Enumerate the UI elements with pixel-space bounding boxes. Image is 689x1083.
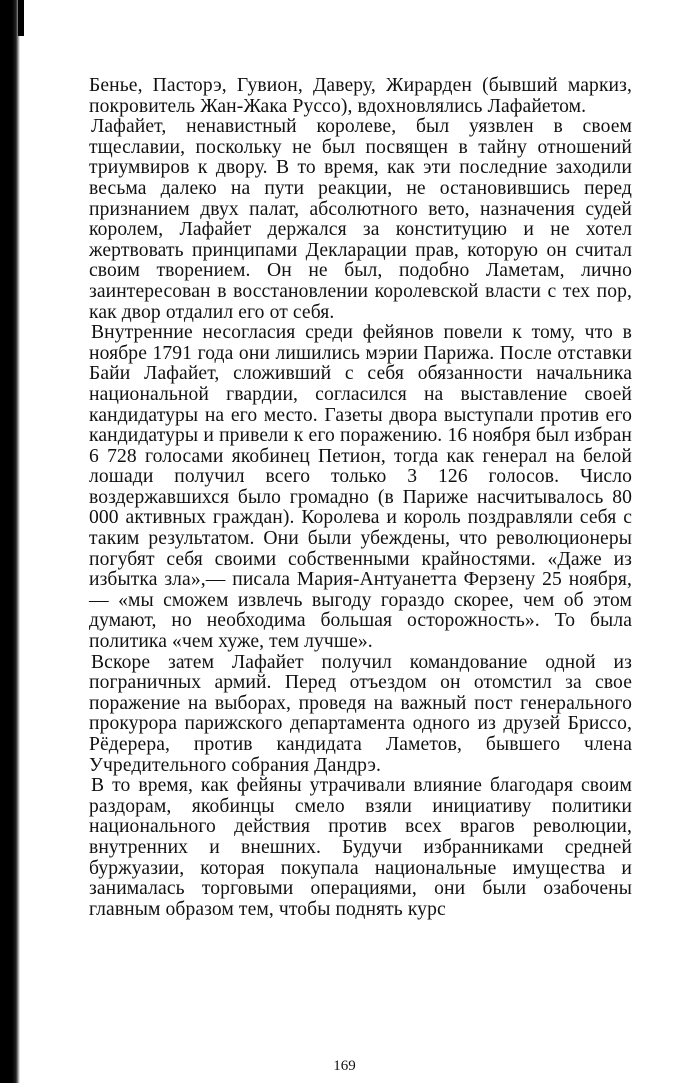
paragraph-2: Лафайет, ненавистный королеве, был уязвлен в своем тщеславии, поскольку не был посвящен в тайну отношений триумвиров к двору. В то время, как эти последние заходили весьма далеко на пути реакции, не остановившись перед признанием двух палат, абсолютного вето, назначения судей королем, Лафайет держался за конституцию и не хотел жертвовать принципами Декларации прав, которую он считал своим творением. Он не был, подобно Ламетам, лично заинтересован в восстановлении королевской власти с тех пор, как двор отдалил его от себя. — [89, 116, 632, 323]
scan-page-edge — [0, 0, 20, 1083]
paragraph-3: Внутренние несогласия среди фейянов повели к тому, что в ноябре 1791 года они лишились мэрии Парижа. После отставки Байи Лафайет, сложивший с себя обязанности начальника национальной гвардии, согласился на выставление своей кандидатуры на его место. Газеты двора выступали против его кандидатуры и привели к его поражению. 16 ноября был избран 6 728 голосами якобинец Петион, тогда как генерал на белой лошади получил всего только 3 126 голосов. Число воздержавшихся было громадно (в Париже насчитывалось 80 000 активных граждан). Королева и король поздравляли себя с таким результатом. Они были убеждены, что революционеры погубят себя своими собственными крайностями. «Даже из избытка зла»,— писала Мария-Антуанетта Ферзену 25 ноября,— «мы сможем извлечь выгоду гораздо скорее, чем об этом думают, но необходима большая осторожность». То была политика «чем хуже, тем лучше». — [89, 322, 632, 653]
paragraph-1: Бенье, Пасторэ, Гувион, Даверу, Жирарден (бывший маркиз, покровитель Жан-Жака Руссо), вдохновлялись Лафайетом. — [89, 75, 632, 117]
paragraph-4: Вскоре затем Лафайет получил командование одной из пограничных армий. Перед отъездом он отомстил за свое поражение на выборах, проведя на важный пост генерального прокурора парижского департамента одного из друзей Бриссо, Рёдерера, против кандидата Ламетов, бывшего члена Учредительного собрания Дандрэ. — [89, 651, 632, 776]
scan-edge-notch — [18, 0, 24, 36]
paragraph-5: В то время, как фейяны утрачивали влияние благодаря своим раздорам, якобинцы смело взяли инициативу политики национального действия против всех врагов революции, внутренних и внешних. Будучи избранниками средней буржуазии, которая покупала национальные имущества и занималась торговыми операциями, они были озабочены главным образом тем, чтобы поднять курс — [89, 775, 632, 920]
page-number: 169 — [333, 1058, 356, 1074]
body-text — [89, 76, 632, 920]
